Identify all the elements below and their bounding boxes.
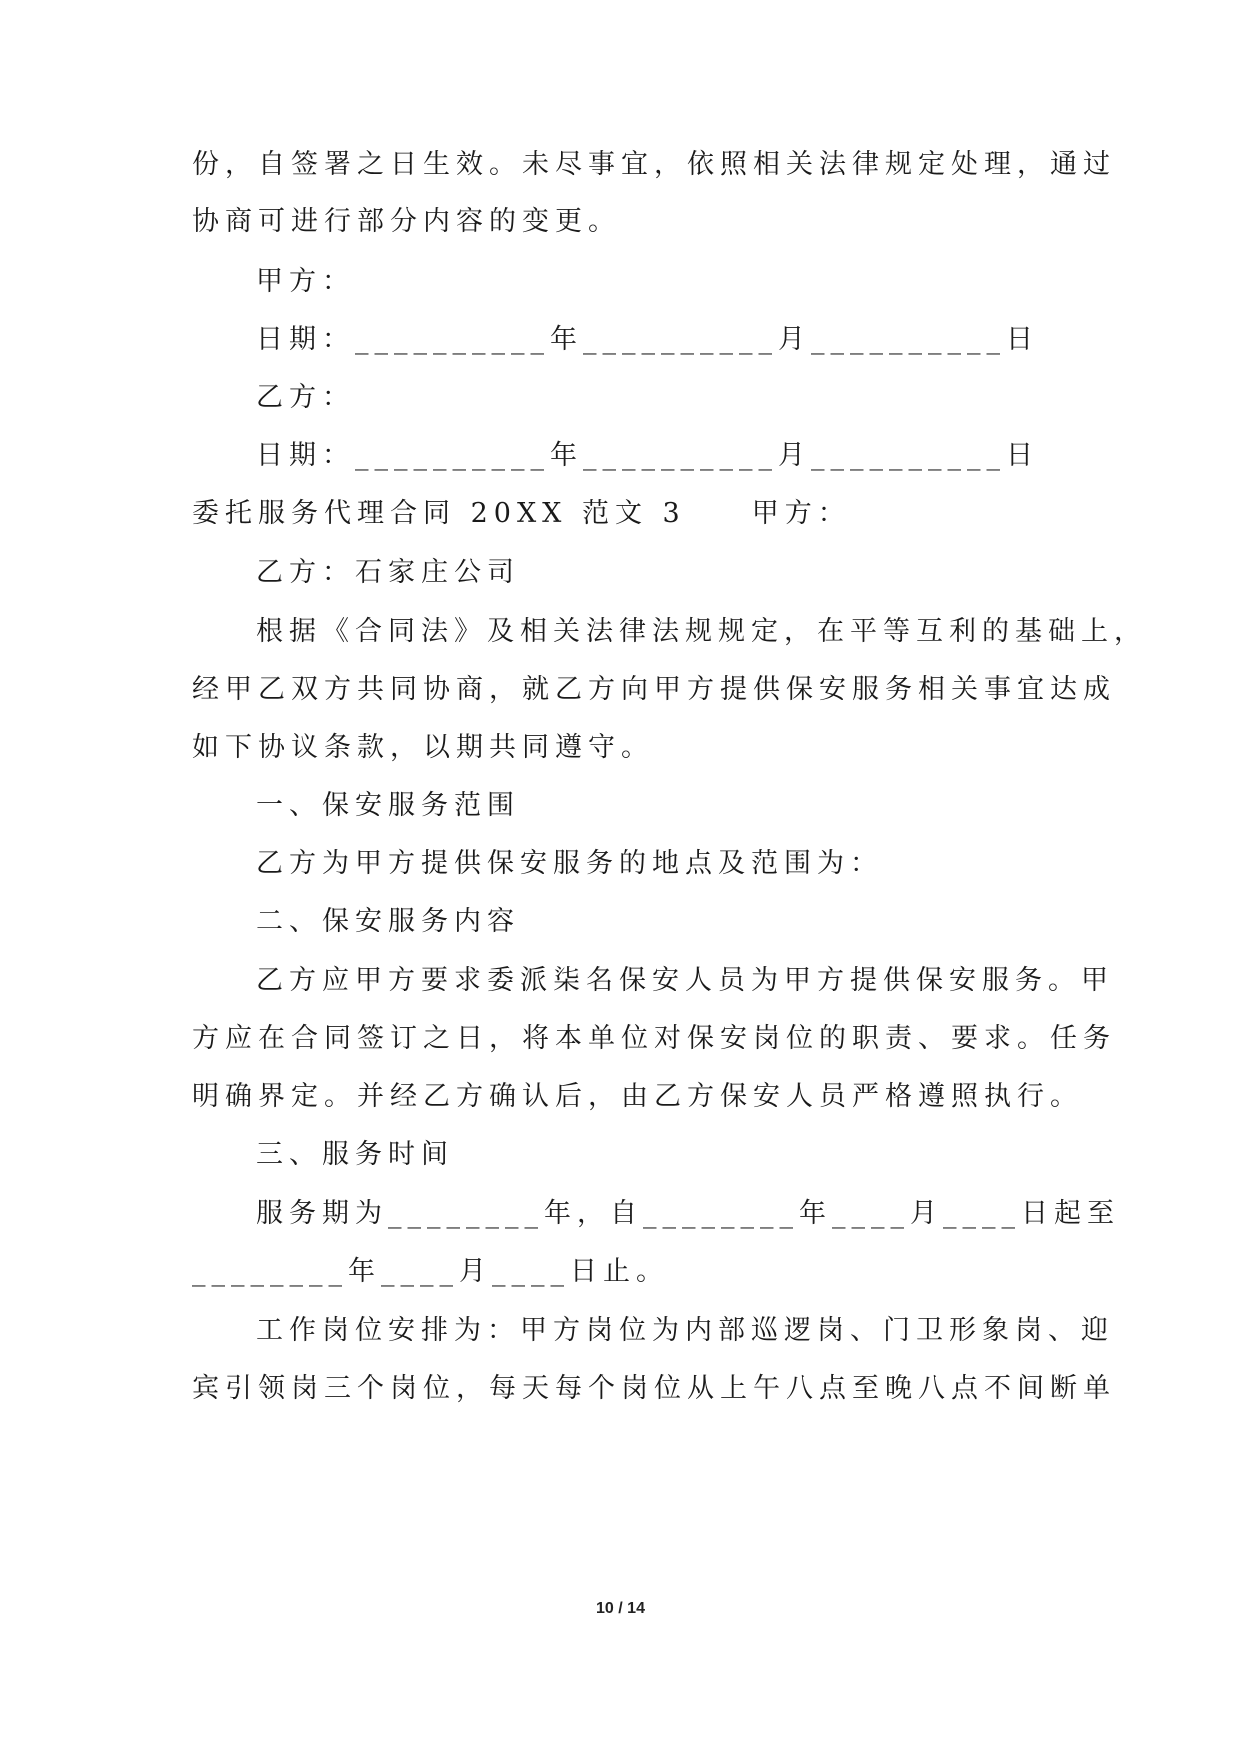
- date-line-a: 日期：__________年__________月__________日: [256, 324, 1039, 355]
- section-heading: 一、保安服务范围: [256, 790, 520, 821]
- page-number: 10 / 14: [596, 1600, 645, 1617]
- party-a-label: 甲方：: [256, 266, 355, 297]
- party-b-name: 乙方：石家庄公司: [256, 557, 520, 588]
- document-heading: 委托服务代理合同 20XX 范文 3 甲方：: [192, 498, 851, 529]
- paragraph-line: 工作岗位安排为：甲方岗位为内部巡逻岗、门卫形象岗、迎: [256, 1315, 1114, 1346]
- paragraph-line: 乙方为甲方提供保安服务的地点及范围为：: [256, 848, 883, 879]
- paragraph-line: 根据《合同法》及相关法律法规规定，在平等互利的基础上，: [256, 616, 1147, 647]
- party-b-label: 乙方：: [256, 382, 355, 413]
- paragraph-line: 经甲乙双方共同协商，就乙方向甲方提供保安服务相关事宜达成: [192, 674, 1116, 705]
- paragraph-line: 如下协议条款，以期共同遵守。: [192, 732, 654, 763]
- section-heading: 三、服务时间: [256, 1139, 454, 1170]
- paragraph-line: 服务期为________年，自________年____月____日起至: [256, 1198, 1120, 1229]
- paragraph-line: 明确界定。并经乙方确认后，由乙方保安人员严格遵照执行。: [192, 1081, 1083, 1112]
- paragraph-line: 协商可进行部分内容的变更。: [192, 206, 621, 237]
- paragraph-line: 份，自签署之日生效。未尽事宜，依照相关法律规定处理，通过: [192, 149, 1116, 180]
- date-line-b: 日期：__________年__________月__________日: [256, 440, 1039, 471]
- paragraph-line: 方应在合同签订之日，将本单位对保安岗位的职责、要求。任务: [192, 1023, 1116, 1054]
- section-heading: 二、保安服务内容: [256, 906, 520, 937]
- paragraph-line: 宾引领岗三个岗位，每天每个岗位从上午八点至晚八点不间断单: [192, 1373, 1116, 1404]
- paragraph-line: ________年____月____日止。: [192, 1256, 669, 1287]
- paragraph-line: 乙方应甲方要求委派柒名保安人员为甲方提供保安服务。甲: [256, 965, 1114, 996]
